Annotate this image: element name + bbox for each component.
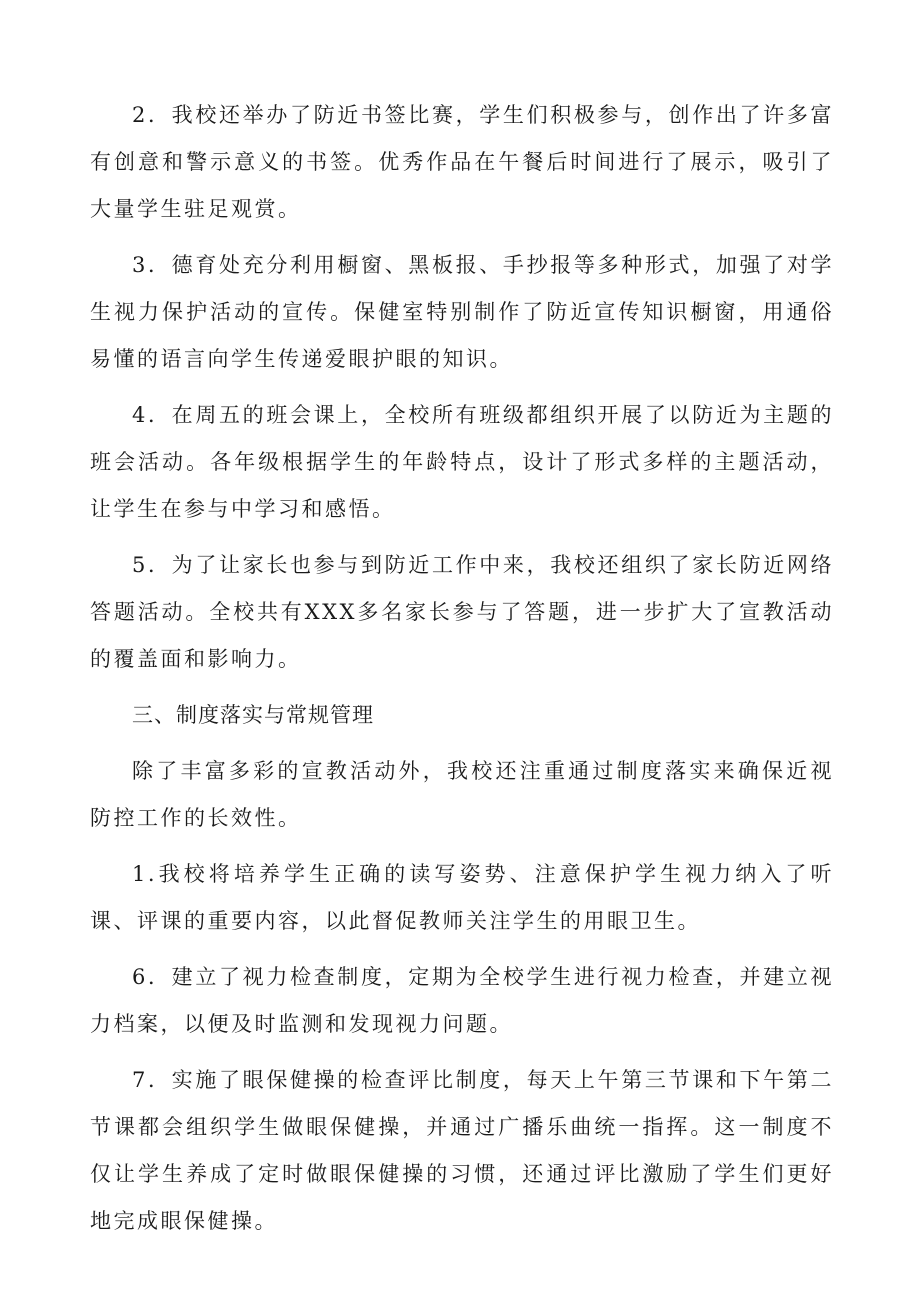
paragraph-section-intro: 除了丰富多彩的宣教活动外，我校还注重通过制度落实来确保近视防控工作的长效性。 [90,759,834,830]
paragraph-publicity: 3．德育处充分利用橱窗、黑板报、手抄报等多种形式，加强了对学生视力保护活动的宣传。保健室特别制作了防近宣传知识橱窗，用通俗易懂的语言向学生传递爱眼护眼的知识。 [90,253,834,371]
paragraph-parent-quiz: 5．为了让家长也参与到防近工作中来，我校还组织了家长防近网络答题活动。全校共有XXX多名家长参与了答题，进一步扩大了宣教活动的覆盖面和影响力。 [90,553,834,671]
paragraph-vision-check: 6．建立了视力检查制度，定期为全校学生进行视力检查，并建立视力档案，以便及时监测和发现视力问题。 [90,965,834,1036]
document-body [90,92,834,1254]
paragraph-posture: 1.我校将培养学生正确的读写姿势、注意保护学生视力纳入了听课、评课的重要内容，以此督促教师关注学生的用眼卫生。 [90,862,834,933]
paragraph-class-meeting: 4．在周五的班会课上，全校所有班级都组织开展了以防近为主题的班会活动。各年级根据学生的年龄特点，设计了形式多样的主题活动，让学生在参与中学习和感悟。 [90,403,834,521]
paragraph-bookmark-contest: 2．我校还举办了防近书签比赛，学生们积极参与，创作出了许多富有创意和警示意义的书签。优秀作品在午餐后时间进行了展示，吸引了大量学生驻足观赏。 [90,103,834,221]
section-heading: 三、制度落实与常规管理 [132,703,374,727]
paragraph-eye-exercise: 7．实施了眼保健操的检查评比制度，每天上午第三节课和下午第二节课都会组织学生做眼保健操，并通过广播乐曲统一指挥。这一制度不仅让学生养成了定时做眼保健操的习惯，还通过评比激励了学生们更好地完成眼保健操。 [90,1068,834,1233]
